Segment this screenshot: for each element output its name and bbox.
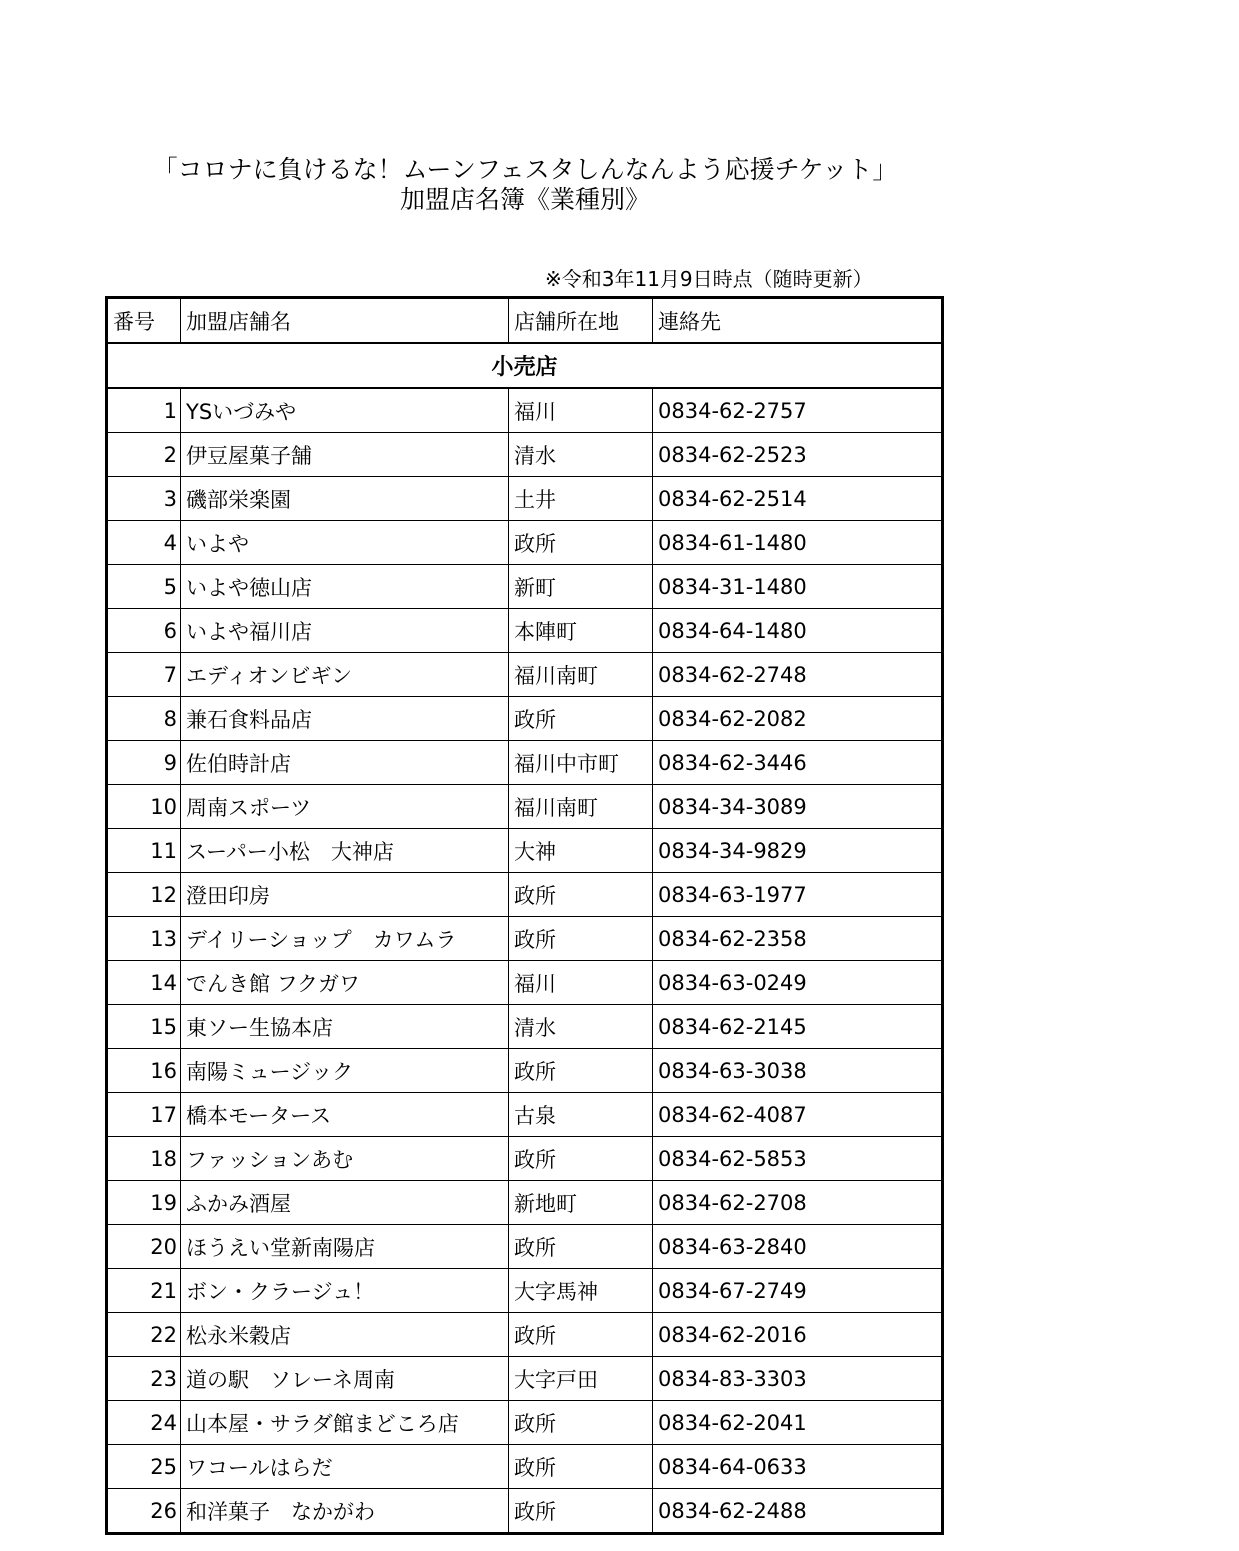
cell-location: 福川南町 xyxy=(509,653,653,697)
table-row xyxy=(107,609,943,653)
cell-store-name: 橋本モータース xyxy=(181,1093,509,1137)
cell-no: 12 xyxy=(107,873,181,917)
cell-location: 福川 xyxy=(509,961,653,1005)
header-no: 番号 xyxy=(107,298,181,344)
cell-location: 新町 xyxy=(509,565,653,609)
cell-no: 24 xyxy=(107,1401,181,1445)
table-row xyxy=(107,1005,943,1049)
table-row xyxy=(107,1225,943,1269)
cell-store-name: YSいづみや xyxy=(181,388,509,433)
cell-phone: 0834-62-2145 xyxy=(653,1005,943,1049)
cell-phone: 0834-62-3446 xyxy=(653,741,943,785)
table-row xyxy=(107,433,943,477)
header-phone: 連絡先 xyxy=(653,298,943,344)
cell-phone: 0834-34-9829 xyxy=(653,829,943,873)
cell-phone: 0834-83-3303 xyxy=(653,1357,943,1401)
cell-phone: 0834-31-1480 xyxy=(653,565,943,609)
cell-location: 清水 xyxy=(509,433,653,477)
cell-store-name: 山本屋・サラダ館まどころ店 xyxy=(181,1401,509,1445)
document-title xyxy=(0,155,1050,215)
cell-no: 26 xyxy=(107,1489,181,1534)
cell-phone: 0834-62-2082 xyxy=(653,697,943,741)
table-row xyxy=(107,388,943,433)
cell-phone: 0834-62-5853 xyxy=(653,1137,943,1181)
cell-store-name: でんき館 フクガワ xyxy=(181,961,509,1005)
table-row xyxy=(107,1489,943,1534)
table-row xyxy=(107,873,943,917)
cell-location: 政所 xyxy=(509,1313,653,1357)
cell-no: 19 xyxy=(107,1181,181,1225)
cell-store-name: 澄田印房 xyxy=(181,873,509,917)
cell-no: 2 xyxy=(107,433,181,477)
cell-store-name: 兼石食料品店 xyxy=(181,697,509,741)
cell-phone: 0834-62-2708 xyxy=(653,1181,943,1225)
cell-store-name: いよや xyxy=(181,521,509,565)
header-name: 加盟店舗名 xyxy=(181,298,509,344)
title-line-1: 「コロナに負けるな！ムーンフェスタしんなんよう応援チケット」 xyxy=(152,155,898,184)
cell-location: 大神 xyxy=(509,829,653,873)
table-body xyxy=(107,298,943,1534)
table-row xyxy=(107,1049,943,1093)
table-row xyxy=(107,1401,943,1445)
cell-phone: 0834-34-3089 xyxy=(653,785,943,829)
cell-phone: 0834-62-2757 xyxy=(653,388,943,433)
cell-location: 政所 xyxy=(509,697,653,741)
cell-phone: 0834-63-1977 xyxy=(653,873,943,917)
table-row xyxy=(107,1445,943,1489)
as-of-date-note: ※令和3年11月9日時点（随時更新） xyxy=(545,267,873,291)
cell-location: 政所 xyxy=(509,1049,653,1093)
cell-phone: 0834-64-1480 xyxy=(653,609,943,653)
table-row xyxy=(107,1269,943,1313)
cell-no: 17 xyxy=(107,1093,181,1137)
cell-no: 20 xyxy=(107,1225,181,1269)
cell-no: 10 xyxy=(107,785,181,829)
cell-store-name: いよや福川店 xyxy=(181,609,509,653)
cell-store-name: ワコールはらだ xyxy=(181,1445,509,1489)
cell-no: 3 xyxy=(107,477,181,521)
cell-location: 政所 xyxy=(509,917,653,961)
table-row xyxy=(107,521,943,565)
cell-no: 14 xyxy=(107,961,181,1005)
cell-store-name: 周南スポーツ xyxy=(181,785,509,829)
cell-no: 23 xyxy=(107,1357,181,1401)
category-row xyxy=(107,343,943,388)
cell-store-name: 佐伯時計店 xyxy=(181,741,509,785)
cell-no: 9 xyxy=(107,741,181,785)
cell-phone: 0834-63-3038 xyxy=(653,1049,943,1093)
cell-phone: 0834-63-2840 xyxy=(653,1225,943,1269)
cell-location: 大字戸田 xyxy=(509,1357,653,1401)
cell-no: 16 xyxy=(107,1049,181,1093)
member-store-table xyxy=(105,296,944,1535)
cell-location: 政所 xyxy=(509,873,653,917)
cell-no: 22 xyxy=(107,1313,181,1357)
cell-no: 8 xyxy=(107,697,181,741)
cell-phone: 0834-62-2748 xyxy=(653,653,943,697)
category-label: 小売店 xyxy=(107,343,943,388)
cell-location: 福川中市町 xyxy=(509,741,653,785)
cell-phone: 0834-63-0249 xyxy=(653,961,943,1005)
header-location: 店舗所在地 xyxy=(509,298,653,344)
cell-store-name: 磯部栄楽園 xyxy=(181,477,509,521)
cell-no: 6 xyxy=(107,609,181,653)
cell-location: 清水 xyxy=(509,1005,653,1049)
cell-no: 13 xyxy=(107,917,181,961)
cell-location: 政所 xyxy=(509,1225,653,1269)
cell-phone: 0834-62-2358 xyxy=(653,917,943,961)
cell-location: 土井 xyxy=(509,477,653,521)
table-row xyxy=(107,1093,943,1137)
cell-store-name: 道の駅 ソレーネ周南 xyxy=(181,1357,509,1401)
cell-phone: 0834-62-2041 xyxy=(653,1401,943,1445)
cell-phone: 0834-62-2514 xyxy=(653,477,943,521)
cell-store-name: ファッションあむ xyxy=(181,1137,509,1181)
cell-location: 政所 xyxy=(509,1401,653,1445)
table-row xyxy=(107,697,943,741)
cell-phone: 0834-64-0633 xyxy=(653,1445,943,1489)
cell-no: 1 xyxy=(107,388,181,433)
table-header-row xyxy=(107,298,943,344)
cell-store-name: ボン・クラージュ！ xyxy=(181,1269,509,1313)
cell-store-name: 東ソー生協本店 xyxy=(181,1005,509,1049)
cell-no: 11 xyxy=(107,829,181,873)
table-row xyxy=(107,917,943,961)
cell-location: 政所 xyxy=(509,1445,653,1489)
cell-phone: 0834-62-2523 xyxy=(653,433,943,477)
table-row xyxy=(107,477,943,521)
cell-phone: 0834-62-2016 xyxy=(653,1313,943,1357)
cell-no: 15 xyxy=(107,1005,181,1049)
cell-location: 大字馬神 xyxy=(509,1269,653,1313)
cell-store-name: デイリーショップ カワムラ xyxy=(181,917,509,961)
cell-location: 本陣町 xyxy=(509,609,653,653)
table-row xyxy=(107,1357,943,1401)
cell-store-name: 松永米穀店 xyxy=(181,1313,509,1357)
table-row xyxy=(107,785,943,829)
cell-no: 25 xyxy=(107,1445,181,1489)
table-row xyxy=(107,1313,943,1357)
cell-phone: 0834-67-2749 xyxy=(653,1269,943,1313)
cell-phone: 0834-62-4087 xyxy=(653,1093,943,1137)
title-line-2: 加盟店名簿《業種別》 xyxy=(399,185,650,214)
table-row xyxy=(107,1181,943,1225)
table-row xyxy=(107,829,943,873)
cell-store-name: 和洋菓子 なかがわ xyxy=(181,1489,509,1534)
table-row xyxy=(107,961,943,1005)
cell-no: 4 xyxy=(107,521,181,565)
cell-no: 18 xyxy=(107,1137,181,1181)
cell-location: 政所 xyxy=(509,521,653,565)
cell-store-name: エディオンビギン xyxy=(181,653,509,697)
cell-no: 5 xyxy=(107,565,181,609)
cell-no: 21 xyxy=(107,1269,181,1313)
cell-location: 福川 xyxy=(509,388,653,433)
table-row xyxy=(107,565,943,609)
cell-store-name: いよや徳山店 xyxy=(181,565,509,609)
table-row xyxy=(107,1137,943,1181)
table-row xyxy=(107,653,943,697)
cell-location: 古泉 xyxy=(509,1093,653,1137)
cell-no: 7 xyxy=(107,653,181,697)
cell-store-name: スーパー小松 大神店 xyxy=(181,829,509,873)
cell-store-name: ふかみ酒屋 xyxy=(181,1181,509,1225)
cell-store-name: ほうえい堂新南陽店 xyxy=(181,1225,509,1269)
cell-location: 新地町 xyxy=(509,1181,653,1225)
cell-store-name: 南陽ミュージック xyxy=(181,1049,509,1093)
cell-location: 福川南町 xyxy=(509,785,653,829)
cell-store-name: 伊豆屋菓子舗 xyxy=(181,433,509,477)
cell-phone: 0834-61-1480 xyxy=(653,521,943,565)
cell-location: 政所 xyxy=(509,1137,653,1181)
cell-location: 政所 xyxy=(509,1489,653,1534)
cell-phone: 0834-62-2488 xyxy=(653,1489,943,1534)
table-row xyxy=(107,741,943,785)
